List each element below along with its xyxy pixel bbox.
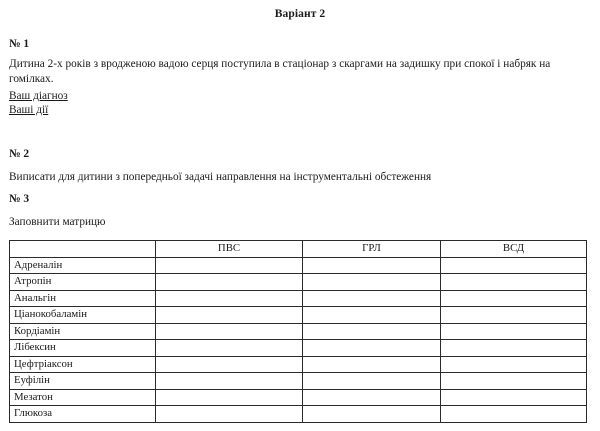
matrix-answer-cell[interactable] [441,290,587,307]
matrix-answer-cell[interactable] [156,323,303,340]
actions-prompt: Ваші дії [9,104,49,116]
matrix-answer-cell[interactable] [156,389,303,406]
matrix-answer-cell[interactable] [303,356,441,373]
table-row [10,274,587,291]
drug-name-cell: Еуфілін [10,373,156,390]
matrix-answer-cell[interactable] [303,307,441,324]
drug-name-cell: Лібексин [10,340,156,357]
drug-name-cell: Глюкоза [10,406,156,423]
table-row [10,389,587,406]
table-row [10,307,587,324]
matrix-answer-cell[interactable] [156,257,303,274]
matrix-answer-cell[interactable] [303,373,441,390]
matrix-answer-cell[interactable] [441,307,587,324]
drug-name-cell: Цефтріаксон [10,356,156,373]
drug-name-cell: Атропін [10,274,156,291]
matrix-answer-cell[interactable] [156,290,303,307]
table-row [10,356,587,373]
question-3-text: Заповнити матрицю [9,216,106,228]
matrix-body [10,257,587,422]
drug-name-cell: Кордіамін [10,323,156,340]
matrix-answer-cell[interactable] [303,323,441,340]
matrix-table-wrapper [9,240,586,423]
question-3-label: № 3 [9,193,30,205]
question-2-label: № 2 [9,148,30,160]
matrix-answer-cell[interactable] [303,406,441,423]
matrix-answer-cell[interactable] [441,389,587,406]
diagnosis-prompt: Ваш діагноз [9,90,68,102]
matrix-answer-cell[interactable] [441,340,587,357]
matrix-answer-cell[interactable] [156,373,303,390]
matrix-answer-cell[interactable] [303,389,441,406]
table-row [10,406,587,423]
matrix-answer-cell[interactable] [156,340,303,357]
matrix-answer-cell[interactable] [303,290,441,307]
column-header-vsd: ВСД [441,241,587,258]
matrix-answer-cell[interactable] [303,340,441,357]
matrix-answer-cell[interactable] [303,274,441,291]
matrix-answer-cell[interactable] [303,257,441,274]
matrix-answer-cell[interactable] [441,406,587,423]
question-1-label: № 1 [9,38,30,50]
table-row [10,373,587,390]
matrix-answer-cell[interactable] [441,356,587,373]
table-row [10,290,587,307]
matrix-corner-cell [10,241,156,258]
drug-name-cell: Адреналін [10,257,156,274]
column-header-pvs: ПВС [156,241,303,258]
table-row [10,340,587,357]
drug-matrix-table [9,240,587,423]
table-row [10,257,587,274]
matrix-answer-cell[interactable] [441,323,587,340]
matrix-answer-cell[interactable] [156,356,303,373]
drug-name-cell: Мезатон [10,389,156,406]
matrix-answer-cell[interactable] [441,373,587,390]
matrix-answer-cell[interactable] [156,274,303,291]
column-header-grl: ГРЛ [303,241,441,258]
page-title: Варіант 2 [274,8,326,20]
drug-name-cell: Ціанокобаламін [10,307,156,324]
drug-name-cell: Анальгін [10,290,156,307]
question-1-case-text: Дитина 2-х років з вродженою вадою серця поступила в стаціонар з скаргами на задишку при спокої і набряк на гомілках. [9,58,551,85]
matrix-answer-cell[interactable] [156,406,303,423]
matrix-answer-cell[interactable] [441,257,587,274]
question-2-text: Виписати для дитини з попередньої задачі направлення на інструментальні обстеження [9,171,432,183]
matrix-header [10,241,587,258]
matrix-answer-cell[interactable] [441,274,587,291]
table-row [10,323,587,340]
matrix-answer-cell[interactable] [156,307,303,324]
table-header-row [10,241,587,258]
